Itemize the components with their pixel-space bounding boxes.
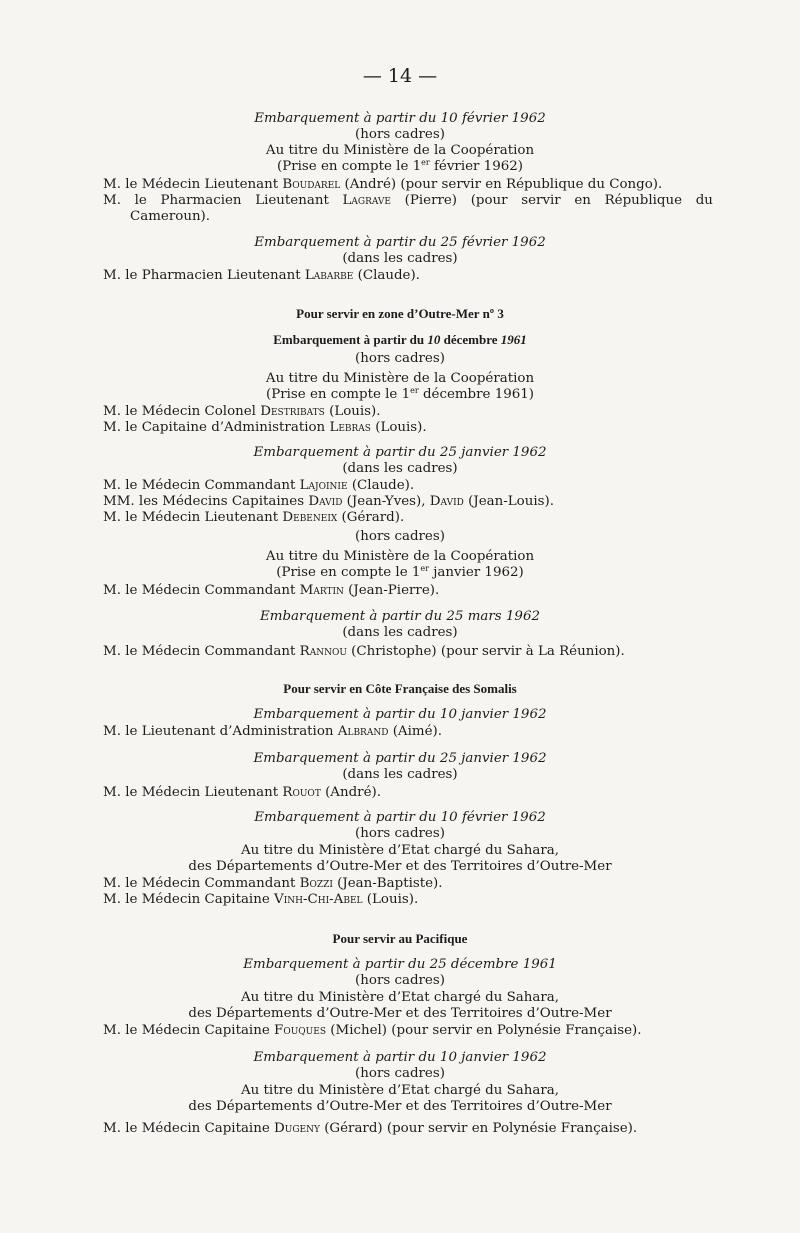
entry-david: MM. les Médecins Capitaines David (Jean-Yves), David (Jean-Louis).: [103, 494, 554, 509]
embarkation-heading: Embarquement à partir du 25 janvier 1962: [253, 445, 547, 460]
entry-rannou: M. le Médecin Commandant Rannou (Christophe) (pour servir à La Réunion).: [103, 644, 625, 659]
entry-lebras: M. le Capitaine d’Administration Lebras (Louis).: [103, 420, 427, 435]
status-hors-cadres: (hors cadres): [355, 351, 445, 366]
entry-lagrave: M. le Pharmacien Lieutenant Lagrave (Pierre) (pour servir en République du: [103, 193, 713, 208]
ministry-line-continued: des Départements d’Outre-Mer et des Territoires d’Outre-Mer: [188, 1006, 612, 1021]
entry-bozzi: M. le Médecin Commandant Bozzi (Jean-Baptiste).: [103, 876, 443, 891]
ministry-line: Au titre du Ministère d’Etat chargé du Sahara,: [240, 843, 559, 858]
embarkation-heading: Embarquement à partir du 10 février 1962: [254, 111, 546, 126]
entry-rouot: M. le Médecin Lieutenant Rouot (André).: [103, 785, 381, 800]
section-heading-somalis: Pour servir en Côte Française des Somalis: [283, 681, 517, 696]
embarkation-heading: Embarquement à partir du 10 janvier 1962: [253, 707, 547, 722]
ministry-line: Au titre du Ministère de la Coopération: [265, 371, 535, 386]
entry-albrand: M. le Lieutenant d’Administration Albrand (Aimé).: [103, 724, 442, 739]
entry-labarbe: M. le Pharmacien Lieutenant Labarbe (Claude).: [103, 268, 420, 283]
page-number: — 14 —: [362, 65, 438, 87]
effective-date-line: (Prise en compte le 1er décembre 1961): [265, 386, 535, 402]
section-heading-zone-3: Pour servir en zone d’Outre-Mer nº 3: [296, 306, 504, 321]
effective-date-line: (Prise en compte le 1er février 1962): [277, 158, 523, 174]
ministry-line-continued: des Départements d’Outre-Mer et des Territoires d’Outre-Mer: [188, 1099, 612, 1114]
section-heading-pacifique: Pour servir au Pacifique: [332, 931, 468, 946]
entry-boudarel: M. le Médecin Lieutenant Boudarel (André) (pour servir en République du Congo).: [103, 177, 663, 192]
entry-destribats: M. le Médecin Colonel Destribats (Louis).: [103, 404, 381, 419]
ministry-line: Au titre du Ministère d’Etat chargé du Sahara,: [240, 1083, 559, 1098]
status-dans-cadres: (dans les cadres): [342, 767, 458, 782]
status-hors-cadres: (hors cadres): [355, 973, 445, 988]
embarkation-heading: Embarquement à partir du 25 décembre 1961: [243, 957, 557, 972]
entry-lagrave-continued: Cameroun).: [130, 209, 211, 224]
status-dans-cadres: (dans les cadres): [342, 461, 458, 476]
status-hors-cadres: (hors cadres): [355, 127, 445, 142]
embarkation-heading: Embarquement à partir du 10 février 1962: [254, 810, 546, 825]
entry-debeneix: M. le Médecin Lieutenant Debeneix (Gérard).: [103, 510, 405, 525]
status-hors-cadres: (hors cadres): [355, 826, 445, 841]
embarkation-heading-bold: Embarquement à partir du 10 décembre 1961: [273, 332, 527, 347]
ministry-line: Au titre du Ministère de la Coopération: [265, 143, 535, 158]
ministry-line-continued: des Départements d’Outre-Mer et des Territoires d’Outre-Mer: [188, 859, 612, 874]
status-hors-cadres: (hors cadres): [355, 529, 445, 544]
status-hors-cadres: (hors cadres): [355, 1066, 445, 1081]
entry-lajoinie: M. le Médecin Commandant Lajoinie (Claude).: [103, 478, 415, 493]
effective-date-line: (Prise en compte le 1er janvier 1962): [276, 564, 524, 580]
entry-martin: M. le Médecin Commandant Martin (Jean-Pierre).: [103, 583, 440, 598]
status-dans-cadres: (dans les cadres): [342, 625, 458, 640]
ministry-line: Au titre du Ministère de la Coopération: [265, 549, 535, 564]
embarkation-heading: Embarquement à partir du 25 janvier 1962: [253, 751, 547, 766]
status-dans-cadres: (dans les cadres): [342, 251, 458, 266]
entry-dugeny: M. le Médecin Capitaine Dugeny (Gérard) (pour servir en Polynésie Française).: [103, 1121, 638, 1136]
embarkation-heading: Embarquement à partir du 25 février 1962: [254, 235, 546, 250]
ministry-line: Au titre du Ministère d’Etat chargé du Sahara,: [240, 990, 559, 1005]
embarkation-heading: Embarquement à partir du 25 mars 1962: [260, 609, 540, 624]
entry-fouques: M. le Médecin Capitaine Fouques (Michel) (pour servir en Polynésie Française).: [103, 1023, 642, 1038]
entry-vinh-chi-abel: M. le Médecin Capitaine Vinh-Chi-Abel (Louis).: [103, 892, 419, 907]
embarkation-heading: Embarquement à partir du 10 janvier 1962: [253, 1050, 547, 1065]
